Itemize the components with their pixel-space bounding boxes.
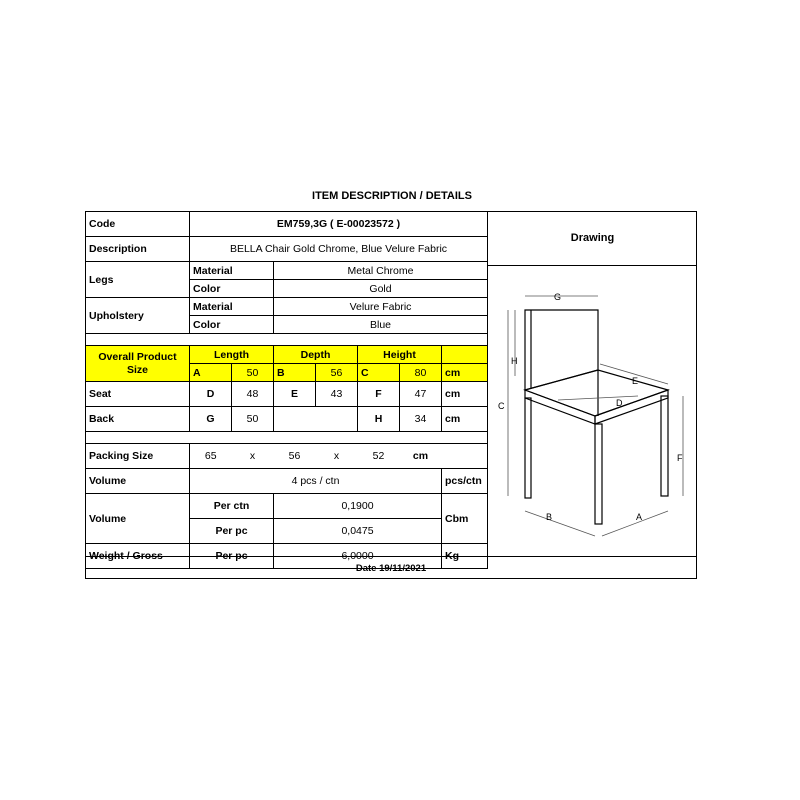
dim-f-letter: F [358, 382, 400, 407]
legs-material-label: Material [190, 262, 274, 280]
overall-unit: cm [442, 364, 488, 382]
label-a: A [636, 512, 643, 522]
back-row [86, 407, 488, 432]
back-label: Back [86, 407, 190, 432]
dim-a-letter: A [190, 364, 232, 382]
packing-length: 65 [190, 444, 232, 469]
volume-cbm-row-1 [86, 494, 488, 519]
code-value: EM759,3G ( E-00023572 ) [190, 212, 488, 237]
weight-value: 6,0000 [274, 544, 442, 569]
dim-g-letter: G [190, 407, 232, 432]
packing-row [86, 444, 488, 469]
depth-header: Depth [274, 346, 358, 364]
drawing-panel [487, 211, 697, 556]
packing-height: 52 [358, 444, 400, 469]
chair-seat-front [525, 390, 595, 424]
packing-unit: cm [400, 444, 442, 469]
label-d: D [616, 398, 623, 408]
weight-unit: Kg [442, 544, 488, 569]
label-e: E [632, 376, 639, 386]
chair-leg-left [525, 398, 531, 498]
legs-color-value: Gold [274, 280, 488, 298]
per-pc-label: Per pc [190, 519, 274, 544]
chair-outline [525, 310, 668, 524]
upholstery-material-row [86, 298, 488, 316]
weight-label: Weight / Gross [86, 544, 190, 569]
legs-material-row [86, 262, 488, 280]
seat-unit: cm [442, 382, 488, 407]
page-title: ITEM DESCRIPTION / DETAILS [312, 190, 472, 202]
per-ctn-value: 0,1900 [274, 494, 442, 519]
overall-size-label: Overall Product Size [86, 346, 190, 382]
spec-table [85, 211, 488, 569]
back-blank [274, 407, 358, 432]
dim-e-letter: E [274, 382, 316, 407]
legs-color-label: Color [190, 280, 274, 298]
chair-back-panel [525, 310, 598, 390]
packing-blank [442, 444, 488, 469]
overall-head-row [86, 346, 488, 364]
dim-b-letter: B [274, 364, 316, 382]
label-f: F [677, 453, 683, 463]
label-b: B [546, 512, 553, 522]
volume-pcs-value: 4 pcs / ctn [190, 469, 442, 494]
upholstery-material-label: Material [190, 298, 274, 316]
dim-g-value: 50 [232, 407, 274, 432]
back-unit: cm [442, 407, 488, 432]
chair-drawing [488, 266, 697, 556]
packing-x2: x [316, 444, 358, 469]
code-label: Code [86, 212, 190, 237]
upholstery-color-label: Color [190, 316, 274, 334]
drawing-header: Drawing [488, 211, 697, 266]
length-header: Length [190, 346, 274, 364]
date-footer: Date 19/11/2021 [85, 556, 697, 579]
dim-a-value: 50 [232, 364, 274, 382]
dim-c-letter: C [358, 364, 400, 382]
label-c: C [498, 401, 505, 411]
dim-c-value: 80 [400, 364, 442, 382]
dim-h-value: 34 [400, 407, 442, 432]
dim-f-value: 47 [400, 382, 442, 407]
spacer-row [86, 334, 488, 346]
volume-pcs-unit: pcs/ctn [442, 469, 488, 494]
description-label: Description [86, 237, 190, 262]
dim-d-letter: D [190, 382, 232, 407]
packing-label: Packing Size [86, 444, 190, 469]
seat-label: Seat [86, 382, 190, 407]
volume-cbm-label: Volume [86, 494, 190, 544]
dim-line-b [525, 511, 595, 536]
spacer-row-2 [86, 432, 488, 444]
dim-d-value: 48 [232, 382, 274, 407]
dim-b-value: 56 [316, 364, 358, 382]
per-ctn-label: Per ctn [190, 494, 274, 519]
chair-seat-top [525, 370, 668, 416]
label-g: G [554, 292, 562, 302]
chair-leg-right [661, 396, 668, 496]
dim-line-a [602, 511, 668, 536]
legs-material-value: Metal Chrome [274, 262, 488, 280]
upholstery-color-value: Blue [274, 316, 488, 334]
description-row [86, 237, 488, 262]
chair-seat-side [595, 390, 668, 424]
seat-row [86, 382, 488, 407]
packing-x1: x [232, 444, 274, 469]
volume-pcs-label: Volume [86, 469, 190, 494]
packing-width: 56 [274, 444, 316, 469]
volume-pcs-row [86, 469, 488, 494]
chair-leg-front [595, 424, 602, 524]
volume-cbm-unit: Cbm [442, 494, 488, 544]
overall-unit-blank [442, 346, 488, 364]
legs-label: Legs [86, 262, 190, 298]
upholstery-material-value: Velure Fabric [274, 298, 488, 316]
dim-e-value: 43 [316, 382, 358, 407]
weight-per-pc-label: Per pc [190, 544, 274, 569]
upholstery-label: Upholstery [86, 298, 190, 334]
code-row [86, 212, 488, 237]
dim-h-letter: H [358, 407, 400, 432]
per-pc-value: 0,0475 [274, 519, 442, 544]
height-header: Height [358, 346, 442, 364]
description-value: BELLA Chair Gold Chrome, Blue Velure Fabric [190, 237, 488, 262]
label-h: H [511, 356, 518, 366]
